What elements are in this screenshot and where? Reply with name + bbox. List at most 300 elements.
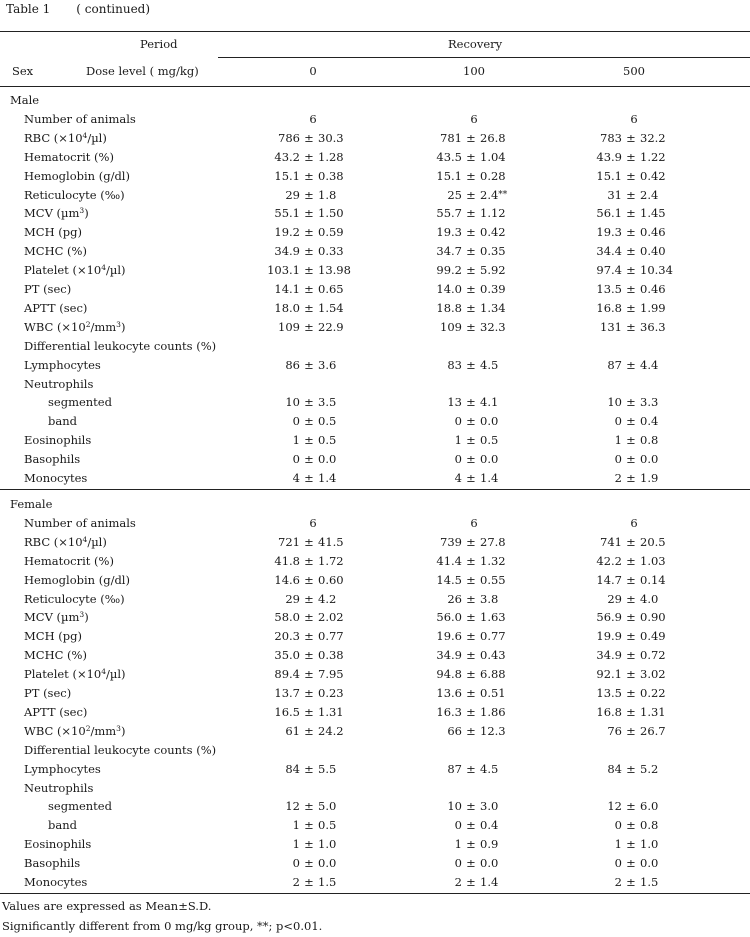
value-cell	[584, 301, 682, 315]
plus-minus: ±	[626, 433, 636, 448]
sd-value: 1.9	[640, 471, 659, 485]
value-cell	[262, 206, 360, 220]
plus-minus: ±	[466, 799, 476, 814]
mean-value: 2	[454, 875, 462, 889]
mean-value: 1	[454, 837, 462, 852]
plus-minus: ±	[626, 572, 636, 587]
row-label: Reticulocyte (‰)	[24, 591, 125, 606]
sd-value: 1.22	[640, 149, 666, 164]
plus-minus: ±	[304, 591, 314, 606]
mean-value: 19.6	[436, 629, 462, 644]
sd-value: 1.12	[480, 206, 506, 221]
value-cell	[424, 301, 522, 315]
plus-minus: ±	[626, 667, 636, 682]
plus-minus: ±	[304, 629, 314, 644]
sd-value: 1.5	[640, 875, 659, 889]
value-cell	[584, 724, 682, 738]
value-cell	[584, 648, 682, 662]
dose-0-header: 0	[309, 64, 317, 78]
value-cell	[584, 799, 682, 813]
value-cell	[424, 724, 522, 738]
mean-value: 20.3	[274, 629, 300, 644]
mean-value: 29	[285, 187, 300, 202]
sd-value: 2.4	[640, 187, 659, 202]
sd-value: 0.0	[640, 452, 659, 467]
mean-value: 87	[607, 357, 622, 372]
mean-value: 781	[440, 130, 462, 145]
header-bottom-rule	[0, 86, 750, 87]
row-label: Lymphocytes	[24, 761, 101, 776]
plus-minus: ±	[466, 648, 476, 663]
plus-minus: ±	[466, 414, 476, 429]
value-cell	[584, 573, 682, 587]
sd-value: 3.3	[640, 395, 659, 410]
value-cell	[424, 206, 522, 220]
mean-value: 10	[285, 395, 300, 410]
plus-minus: ±	[466, 686, 476, 700]
sd-value: 12.3	[480, 723, 506, 738]
plus-minus: ±	[626, 629, 636, 644]
value-cell	[262, 150, 360, 164]
animal-count: 6	[630, 515, 638, 530]
value-cell	[584, 150, 682, 164]
section-label: Male	[10, 93, 40, 107]
mean-value: 131	[600, 319, 622, 334]
plus-minus: ±	[626, 704, 636, 719]
row-label: APTT (sec)	[24, 704, 88, 719]
value-cell	[424, 837, 522, 851]
recovery-rule	[218, 57, 750, 58]
value-cell	[424, 592, 522, 606]
sd-value: 1.4	[480, 875, 499, 889]
value-cell	[584, 206, 682, 220]
animal-count: 6	[309, 111, 317, 126]
row-label: Lymphocytes	[24, 357, 101, 372]
mean-value: 61	[285, 723, 300, 738]
sd-value: 2.4**	[480, 187, 508, 202]
value-cell	[262, 433, 360, 447]
mean-value: 18.8	[436, 300, 462, 315]
value-cell	[262, 629, 360, 643]
value-cell	[262, 301, 360, 315]
sd-value: 3.6	[318, 357, 337, 372]
superscript: 4	[82, 534, 88, 544]
mean-value: 18.0	[274, 300, 300, 315]
mean-value: 721	[278, 534, 300, 549]
value-cell	[584, 705, 682, 719]
plus-minus: ±	[304, 244, 314, 259]
sd-value: 3.02	[640, 667, 666, 682]
value-cell	[424, 131, 522, 145]
sd-value: 0.5	[318, 818, 337, 833]
plus-minus: ±	[304, 704, 314, 719]
row-label: RBC $(\times 10^4/\mu l)$	[24, 130, 107, 145]
plus-minus: ±	[626, 686, 636, 700]
plus-minus: ±	[304, 648, 314, 663]
value-cell	[424, 686, 522, 700]
sd-value: 0.60	[318, 572, 344, 587]
superscript: 3	[79, 206, 85, 216]
mean-value: 66	[447, 723, 462, 738]
sd-value: 22.9	[318, 319, 344, 334]
value-cell	[262, 875, 360, 889]
mean-value: 14.1	[274, 282, 300, 296]
plus-minus: ±	[626, 723, 636, 738]
mean-value: 1	[292, 837, 300, 852]
row-label: Basophils	[24, 452, 81, 467]
mean-value: 103.1	[267, 263, 300, 278]
value-cell	[584, 244, 682, 258]
value-cell	[584, 837, 682, 851]
row-label: APTT (sec)	[24, 300, 88, 315]
plus-minus: ±	[466, 818, 476, 833]
value-cell	[262, 225, 360, 239]
sd-value: 0.38	[318, 648, 344, 663]
mean-value: 31	[607, 187, 622, 202]
row-label: WBC $(\times 10^2/mm^3)$	[24, 723, 126, 738]
mean-value: 99.2	[436, 263, 462, 278]
plus-minus: ±	[304, 761, 314, 776]
value-cell	[262, 818, 360, 832]
sd-value: 0.23	[318, 686, 344, 700]
mean-value: 0	[454, 452, 462, 467]
plus-minus: ±	[466, 875, 476, 889]
sd-value: 1.04	[480, 149, 506, 164]
mean-value: 42.2	[596, 553, 622, 568]
plus-minus: ±	[304, 300, 314, 315]
sd-value: 0.46	[640, 282, 666, 296]
plus-minus: ±	[466, 282, 476, 296]
row-label: MCH (pg)	[24, 629, 82, 644]
sd-value: 3.8	[480, 591, 499, 606]
sd-value: 0.43	[480, 648, 506, 663]
mean-value: 41.4	[436, 553, 462, 568]
mean-value: 86	[285, 357, 300, 372]
row-label: segmented	[48, 799, 112, 814]
plus-minus: ±	[304, 452, 314, 467]
value-cell	[424, 554, 522, 568]
mean-value: 13.7	[274, 686, 300, 700]
value-cell	[584, 875, 682, 889]
plus-minus: ±	[304, 130, 314, 145]
value-cell	[584, 131, 682, 145]
mean-value: 0	[454, 856, 462, 871]
value-cell	[584, 358, 682, 372]
mean-value: 0	[614, 856, 622, 871]
row-label: RBC $(\times 10^4/\mu l)$	[24, 534, 107, 549]
value-cell	[584, 554, 682, 568]
value-cell	[584, 856, 682, 870]
mean-value: 15.1	[436, 168, 462, 183]
value-cell	[424, 610, 522, 624]
plus-minus: ±	[626, 610, 636, 625]
plus-minus: ±	[304, 875, 314, 889]
plus-minus: ±	[304, 395, 314, 410]
sd-value: 0.0	[480, 856, 499, 871]
mean-value: 41.8	[274, 553, 300, 568]
row-label: Number of animals	[24, 111, 136, 126]
value-cell	[262, 762, 360, 776]
table-title	[6, 2, 150, 16]
row-label: Hematocrit (%)	[24, 149, 114, 164]
value-cell	[262, 395, 360, 409]
row-label: MCHC (%)	[24, 648, 87, 663]
sd-value: 1.50	[318, 206, 344, 221]
value-cell	[424, 667, 522, 681]
mean-value: 2	[292, 875, 300, 889]
sd-value: 32.3	[480, 319, 506, 334]
mean-value: 12	[285, 799, 300, 814]
mean-value: 1	[292, 818, 300, 833]
value-cell	[262, 169, 360, 183]
value-cell	[584, 629, 682, 643]
sd-value: 4.5	[480, 357, 499, 372]
plus-minus: ±	[626, 319, 636, 334]
plus-minus: ±	[466, 130, 476, 145]
value-cell	[424, 762, 522, 776]
value-cell	[262, 263, 360, 277]
plus-minus: ±	[304, 553, 314, 568]
mean-value: 29	[285, 591, 300, 606]
mean-value: 741	[600, 534, 622, 549]
sd-value: 5.5	[318, 761, 337, 776]
mean-value: 83	[447, 357, 462, 372]
sd-value: 0.59	[318, 225, 344, 240]
superscript: 3	[116, 723, 121, 733]
value-cell	[262, 282, 360, 296]
value-cell	[584, 188, 682, 202]
sd-value: 24.2	[318, 723, 344, 738]
sd-value: 30.3	[318, 130, 344, 145]
plus-minus: ±	[466, 244, 476, 259]
plus-minus: ±	[626, 471, 636, 485]
value-cell	[262, 471, 360, 485]
plus-minus: ±	[626, 149, 636, 164]
value-cell	[262, 667, 360, 681]
mean-value: 13.5	[596, 686, 622, 700]
plus-minus: ±	[466, 610, 476, 625]
animal-count: 6	[470, 111, 478, 126]
value-cell	[584, 225, 682, 239]
plus-minus: ±	[304, 168, 314, 183]
mean-value: 10	[447, 799, 462, 814]
value-cell	[584, 471, 682, 485]
row-label: Neutrophils	[24, 376, 94, 391]
value-cell	[584, 169, 682, 183]
mean-value: 25	[447, 187, 462, 202]
plus-minus: ±	[466, 149, 476, 164]
mean-value: 1	[292, 433, 300, 448]
value-cell	[424, 225, 522, 239]
mean-value: 94.8	[436, 667, 462, 682]
plus-minus: ±	[466, 319, 476, 334]
row-label: Hemoglobin (g/dl)	[24, 168, 130, 183]
plus-minus: ±	[466, 534, 476, 549]
superscript: 4	[82, 130, 88, 140]
sd-value: 0.5	[480, 433, 499, 448]
mean-value: 14.0	[436, 282, 462, 296]
value-cell	[584, 535, 682, 549]
mean-value: 43.9	[596, 149, 622, 164]
mean-value: 786	[278, 130, 300, 145]
table-number: Table 1	[6, 2, 51, 16]
value-cell	[262, 320, 360, 334]
mean-value: 34.9	[436, 648, 462, 663]
plus-minus: ±	[304, 837, 314, 852]
plus-minus: ±	[466, 357, 476, 372]
value-cell	[424, 705, 522, 719]
sd-value: 0.0	[480, 452, 499, 467]
plus-minus: ±	[626, 799, 636, 814]
plus-minus: ±	[304, 357, 314, 372]
row-label: Monocytes	[24, 471, 88, 485]
plus-minus: ±	[304, 263, 314, 278]
value-cell	[424, 150, 522, 164]
value-cell	[424, 282, 522, 296]
plus-minus: ±	[466, 761, 476, 776]
sd-value: 0.46	[640, 225, 666, 240]
sd-value: 1.63	[480, 610, 506, 625]
value-cell	[262, 131, 360, 145]
superscript: 4	[101, 263, 106, 273]
mean-value: 1	[614, 837, 622, 852]
row-label: Hematocrit (%)	[24, 553, 114, 568]
plus-minus: ±	[304, 149, 314, 164]
value-cell	[584, 395, 682, 409]
value-cell	[424, 799, 522, 813]
row-label: Reticulocyte (‰)	[24, 187, 125, 202]
plus-minus: ±	[626, 837, 636, 852]
sd-value: 0.9	[480, 837, 499, 852]
mean-value: 13	[447, 395, 462, 410]
plus-minus: ±	[626, 553, 636, 568]
plus-minus: ±	[304, 471, 314, 485]
value-cell	[424, 169, 522, 183]
plus-minus: ±	[626, 414, 636, 429]
value-cell	[262, 686, 360, 700]
mean-value: 2	[614, 875, 622, 889]
plus-minus: ±	[466, 187, 476, 202]
value-cell	[424, 358, 522, 372]
sd-value: 1.0	[640, 837, 659, 852]
plus-minus: ±	[466, 723, 476, 738]
sd-value: 10.34	[640, 263, 673, 278]
plus-minus: ±	[626, 761, 636, 776]
plus-minus: ±	[466, 225, 476, 240]
mean-value: 84	[607, 761, 622, 776]
plus-minus: ±	[626, 395, 636, 410]
sex-header: Sex	[12, 64, 34, 78]
sd-value: 0.22	[640, 686, 666, 700]
sd-value: 1.72	[318, 553, 344, 568]
plus-minus: ±	[466, 704, 476, 719]
mean-value: 15.1	[596, 168, 622, 183]
sd-value: 0.55	[480, 572, 506, 587]
mean-value: 109	[278, 319, 300, 334]
sd-value: 5.92	[480, 263, 506, 278]
plus-minus: ±	[466, 629, 476, 644]
plus-minus: ±	[304, 282, 314, 296]
plus-minus: ±	[466, 452, 476, 467]
sd-value: 0.65	[318, 282, 344, 296]
mean-value: 56.1	[596, 206, 622, 221]
sd-value: 3.0	[480, 799, 499, 814]
plus-minus: ±	[626, 263, 636, 278]
value-cell	[424, 648, 522, 662]
sd-value: 1.8	[318, 187, 337, 202]
sd-value: 6.0	[640, 799, 659, 814]
value-cell	[262, 414, 360, 428]
row-label: Differential leukocyte counts (%)	[24, 338, 217, 353]
value-cell	[262, 705, 360, 719]
animal-count: 6	[309, 515, 317, 530]
plus-minus: ±	[626, 534, 636, 549]
value-cell	[584, 762, 682, 776]
value-cell	[584, 818, 682, 832]
mean-value: 0	[292, 414, 300, 429]
mean-value: 58.0	[274, 610, 300, 625]
sd-value: 0.38	[318, 168, 344, 183]
sd-value: 1.03	[640, 553, 666, 568]
value-cell	[262, 452, 360, 466]
plus-minus: ±	[304, 319, 314, 334]
sd-value: 2.02	[318, 610, 344, 625]
sd-value: 0.14	[640, 572, 666, 587]
plus-minus: ±	[304, 686, 314, 700]
value-cell	[424, 629, 522, 643]
sd-value: 0.39	[480, 282, 506, 296]
superscript: 2	[85, 319, 91, 329]
mean-value: 16.5	[274, 704, 300, 719]
value-cell	[262, 856, 360, 870]
superscript: 3	[79, 610, 85, 620]
row-label: Eosinophils	[24, 837, 92, 852]
mean-value: 16.8	[596, 300, 622, 315]
sd-value: 20.5	[640, 534, 666, 549]
superscript: 2	[85, 723, 91, 733]
value-cell	[262, 648, 360, 662]
value-cell	[424, 573, 522, 587]
mean-value: 87	[447, 761, 462, 776]
plus-minus: ±	[626, 818, 636, 833]
sd-value: 0.0	[640, 856, 659, 871]
sd-value: 4.2	[318, 591, 337, 606]
plus-minus: ±	[626, 225, 636, 240]
plus-minus: ±	[466, 300, 476, 315]
plus-minus: ±	[466, 433, 476, 448]
dose-500-header: 500	[623, 64, 645, 78]
plus-minus: ±	[466, 395, 476, 410]
mean-value: 34.4	[596, 244, 622, 259]
row-label: band	[48, 818, 77, 833]
sd-value: 1.31	[318, 704, 344, 719]
plus-minus: ±	[466, 168, 476, 183]
superscript: 3	[116, 319, 121, 329]
value-cell	[584, 592, 682, 606]
recovery-header: Recovery	[448, 37, 503, 51]
sd-value: 0.90	[640, 610, 666, 625]
plus-minus: ±	[304, 610, 314, 625]
sd-value: 13.98	[318, 263, 351, 278]
mean-value: 76	[607, 723, 622, 738]
value-cell	[262, 573, 360, 587]
sd-value: 1.28	[318, 149, 344, 164]
mean-value: 0	[292, 856, 300, 871]
mean-value: 0	[614, 818, 622, 833]
row-label: Platelet $(\times 10^4/\mu l)$	[24, 667, 126, 682]
value-cell	[424, 320, 522, 334]
mean-value: 0	[614, 414, 622, 429]
